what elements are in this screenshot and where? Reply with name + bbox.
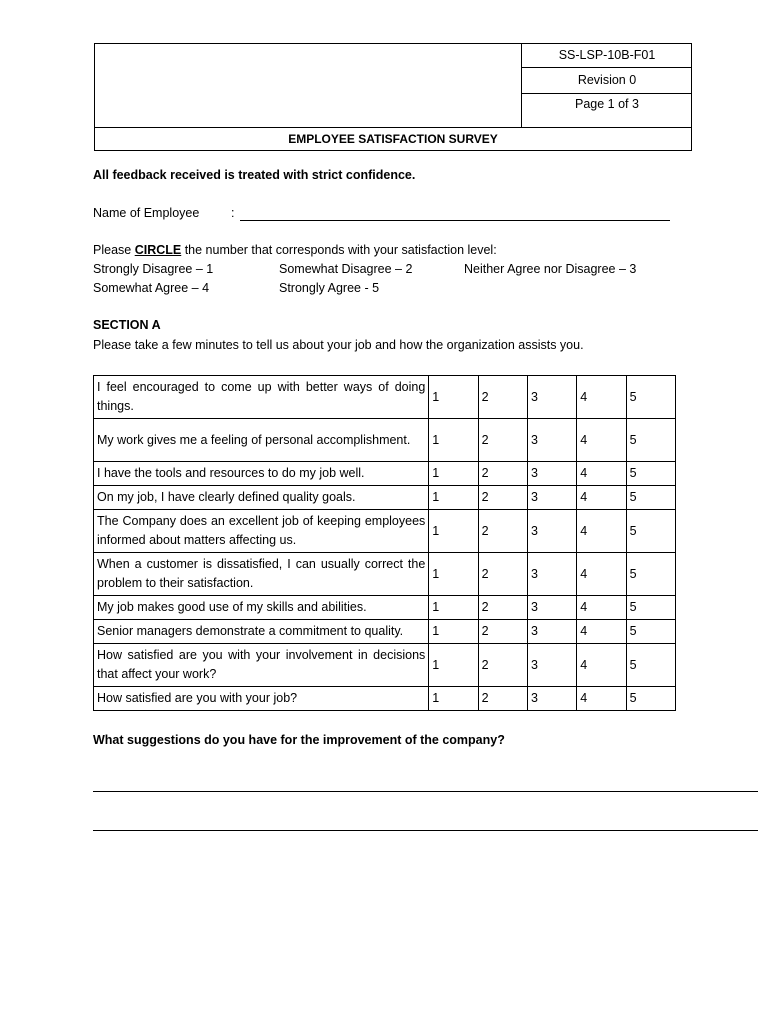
rating-option[interactable]: 2 [478, 486, 527, 510]
rating-option[interactable]: 4 [577, 419, 626, 462]
rating-option[interactable]: 3 [527, 462, 576, 486]
rating-option[interactable]: 4 [577, 486, 626, 510]
scale-item: Strongly Agree - 5 [279, 281, 380, 295]
question-cell: When a customer is dissatisfied, I can usually correct the problem to their satisfaction. [94, 553, 429, 596]
section-a-intro: Please take a few minutes to tell us about your job and how the organization assists you. [93, 338, 584, 352]
rating-option[interactable]: 2 [478, 419, 527, 462]
scale-item: Somewhat Disagree – 2 [279, 262, 413, 276]
rating-option[interactable]: 5 [626, 376, 675, 419]
rating-option[interactable]: 1 [429, 486, 478, 510]
rating-option[interactable]: 1 [429, 462, 478, 486]
rating-option[interactable]: 4 [577, 596, 626, 620]
question-cell: The Company does an excellent job of keeping employees informed about matters affecting us. [94, 510, 429, 553]
rating-option[interactable]: 3 [527, 620, 576, 644]
table-row [94, 462, 676, 486]
rating-option[interactable]: 4 [577, 644, 626, 687]
question-cell: I feel encouraged to come up with better ways of doing things. [94, 376, 429, 419]
question-cell: On my job, I have clearly defined quality goals. [94, 486, 429, 510]
page-number: Page 1 of 3 [575, 97, 639, 111]
name-input-line[interactable] [240, 208, 670, 221]
instructions-suffix: the number that corresponds with your satisfaction level: [181, 243, 497, 257]
table-row [94, 376, 676, 419]
question-cell: How satisfied are you with your job? [94, 687, 429, 711]
instructions-prefix: Please [93, 243, 135, 257]
rating-option[interactable]: 1 [429, 644, 478, 687]
rating-option[interactable]: 3 [527, 486, 576, 510]
name-label: Name of Employee [93, 206, 200, 220]
rating-option[interactable]: 4 [577, 462, 626, 486]
name-colon: : [231, 206, 235, 220]
table-row [94, 644, 676, 687]
rating-option[interactable]: 2 [478, 620, 527, 644]
scale-item: Strongly Disagree – 1 [93, 262, 214, 276]
suggestion-answer-line[interactable] [93, 830, 758, 831]
rating-option[interactable]: 3 [527, 644, 576, 687]
table-row [94, 419, 676, 462]
scale-item: Somewhat Agree – 4 [93, 281, 210, 295]
rating-option[interactable]: 5 [626, 510, 675, 553]
rating-option[interactable]: 4 [577, 510, 626, 553]
table-row [94, 596, 676, 620]
question-cell: My work gives me a feeling of personal accomplishment. [94, 419, 429, 462]
rating-option[interactable]: 2 [478, 376, 527, 419]
rating-option[interactable]: 5 [626, 596, 675, 620]
table-row [94, 620, 676, 644]
rating-option[interactable]: 3 [527, 510, 576, 553]
rating-option[interactable]: 2 [478, 596, 527, 620]
table-row [94, 687, 676, 711]
rating-option[interactable]: 4 [577, 687, 626, 711]
question-cell: How satisfied are you with your involvement in decisions that affect your work? [94, 644, 429, 687]
rating-option[interactable]: 2 [478, 644, 527, 687]
rating-option[interactable]: 5 [626, 553, 675, 596]
rating-option[interactable]: 3 [527, 376, 576, 419]
section-a-heading: SECTION A [93, 318, 161, 332]
rating-option[interactable]: 5 [626, 419, 675, 462]
form-title: EMPLOYEE SATISFACTION SURVEY [95, 127, 691, 151]
logo-area [95, 44, 522, 127]
rating-option[interactable]: 1 [429, 596, 478, 620]
document-header [94, 43, 692, 151]
suggestion-answer-line[interactable] [93, 791, 758, 792]
rating-option[interactable]: 5 [626, 620, 675, 644]
question-cell: Senior managers demonstrate a commitment to quality. [94, 620, 429, 644]
rating-option[interactable]: 5 [626, 687, 675, 711]
rating-option[interactable]: 3 [527, 553, 576, 596]
question-cell: I have the tools and resources to do my job well. [94, 462, 429, 486]
rating-option[interactable]: 1 [429, 620, 478, 644]
rating-option[interactable]: 5 [626, 644, 675, 687]
rating-option[interactable]: 1 [429, 376, 478, 419]
rating-option[interactable]: 2 [478, 510, 527, 553]
rating-option[interactable]: 3 [527, 687, 576, 711]
question-cell: My job makes good use of my skills and abilities. [94, 596, 429, 620]
circle-word: CIRCLE [134, 243, 182, 257]
rating-option[interactable]: 1 [429, 419, 478, 462]
survey-table [93, 375, 676, 711]
scale-item: Neither Agree nor Disagree – 3 [464, 262, 637, 276]
rating-option[interactable]: 2 [478, 687, 527, 711]
rating-option[interactable]: 4 [577, 553, 626, 596]
rating-option[interactable]: 2 [478, 462, 527, 486]
table-row [94, 510, 676, 553]
rating-option[interactable]: 1 [429, 553, 478, 596]
doc-code: SS-LSP-10B-F01 [522, 44, 692, 68]
rating-option[interactable]: 1 [429, 687, 478, 711]
revision: Revision 0 [522, 68, 692, 94]
suggestions-question: What suggestions do you have for the improvement of the company? [93, 733, 505, 747]
table-row [94, 486, 676, 510]
rating-option[interactable]: 5 [626, 486, 675, 510]
confidentiality-note: All feedback received is treated with strict confidence. [93, 168, 416, 182]
rating-option[interactable]: 2 [478, 553, 527, 596]
instructions [93, 243, 497, 257]
rating-option[interactable]: 4 [577, 376, 626, 419]
rating-option[interactable]: 3 [527, 596, 576, 620]
rating-option[interactable]: 1 [429, 510, 478, 553]
table-row [94, 553, 676, 596]
rating-option[interactable]: 5 [626, 462, 675, 486]
rating-option[interactable]: 4 [577, 620, 626, 644]
rating-option[interactable]: 3 [527, 419, 576, 462]
